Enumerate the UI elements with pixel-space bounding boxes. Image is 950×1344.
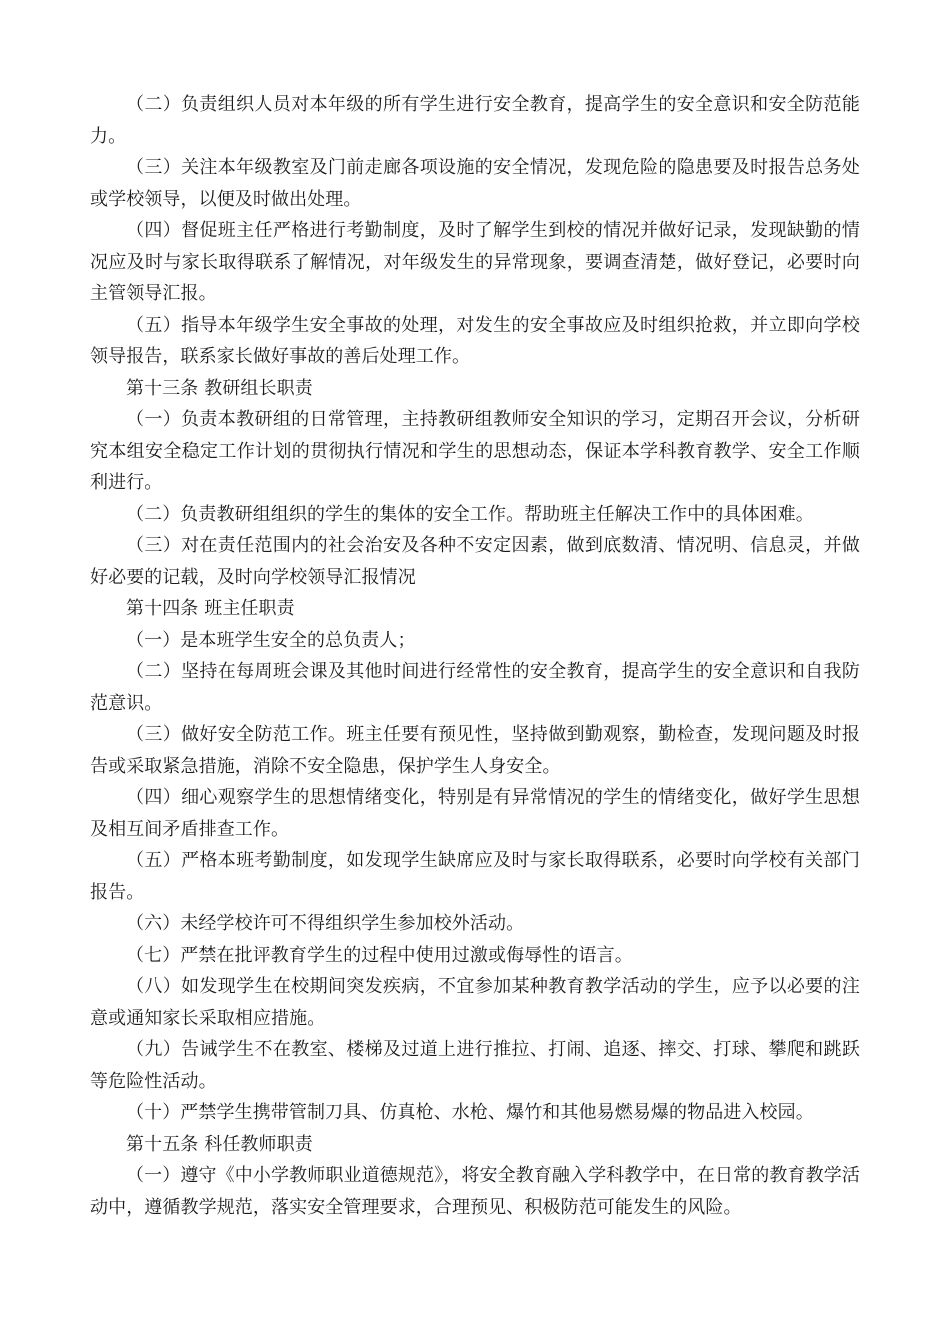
document-page [90, 89, 860, 1223]
paragraph-item: （三）关注本年级教室及门前走廊各项设施的安全情况，发现危险的隐患要及时报告总务处或学校领导，以便及时做出处理。 [90, 157, 860, 210]
paragraph-item: （四）细心观察学生的思想情绪变化，特别是有异常情况的学生的情绪变化，做好学生思想及相互间矛盾排查工作。 [90, 787, 860, 840]
paragraph-item: （三）对在责任范围内的社会治安及各种不安定因素，做到底数清、情况明、信息灵，并做好必要的记载，及时向学校领导汇报情况 [90, 535, 860, 588]
paragraph-item: （三）做好安全防范工作。班主任要有预见性，坚持做到勤观察，勤检查，发现问题及时报告或采取紧急措施，消除不安全隐患，保护学生人身安全。 [90, 724, 860, 777]
paragraph-item: （一）遵守《中小学教师职业道德规范》，将安全教育融入学科教学中，在日常的教育教学活动中，遵循教学规范，落实安全管理要求，合理预见、积极防范可能发生的风险。 [90, 1165, 860, 1218]
paragraph-item: （四）督促班主任严格进行考勤制度，及时了解学生到校的情况并做好记录，发现缺勤的情况应及时与家长取得联系了解情况，对年级发生的异常现象，要调查清楚，做好登记，必要时向主管领导汇报。 [90, 220, 860, 304]
paragraph-item: （一）是本班学生安全的总负责人； [126, 629, 416, 651]
paragraph-item: （九）告诫学生不在教室、楼梯及过道上进行推拉、打闹、追逐、摔交、打球、攀爬和跳跃等危险性活动。 [90, 1039, 860, 1092]
paragraph-item: （二）负责教研组组织的学生的集体的安全工作。帮助班主任解决工作中的具体困难。 [126, 503, 814, 525]
paragraph-item: （十）严禁学生携带管制刀具、仿真枪、水枪、爆竹和其他易燃易爆的物品进入校园。 [126, 1102, 814, 1123]
article-heading: 第十三条 教研组长职责 [126, 377, 313, 399]
paragraph-item: （五）严格本班考勤制度，如发现学生缺席应及时与家长取得联系，必要时向学校有关部门报告。 [90, 850, 860, 903]
paragraph-item: （二）坚持在每周班会课及其他时间进行经常性的安全教育，提高学生的安全意识和自我防范意识。 [90, 661, 860, 714]
paragraph-item: （六）未经学校许可不得组织学生参加校外活动。 [126, 913, 525, 934]
paragraph-item: （七）严禁在批评教育学生的过程中使用过激或侮辱性的语言。 [126, 944, 633, 966]
article-heading: 第十五条 科任教师职责 [126, 1133, 313, 1155]
paragraph-item: （一）负责本教研组的日常管理，主持教研组教师安全知识的学习，定期召开会议，分析研究本组安全稳定工作计划的贯彻执行情况和学生的思想动态，保证本学科教育教学、安全工作顺利进行。 [90, 409, 860, 493]
paragraph-item: （八）如发现学生在校期间突发疾病，不宜参加某种教育教学活动的学生，应予以必要的注意或通知家长采取相应措施。 [90, 976, 860, 1029]
paragraph-item: （二）负责组织人员对本年级的所有学生进行安全教育，提高学生的安全意识和安全防范能力。 [90, 94, 860, 147]
article-heading: 第十四条 班主任职责 [126, 598, 295, 619]
paragraph-item: （五）指导本年级学生安全事故的处理，对发生的安全事故应及时组织抢救，并立即向学校领导报告，联系家长做好事故的善后处理工作。 [90, 314, 860, 367]
